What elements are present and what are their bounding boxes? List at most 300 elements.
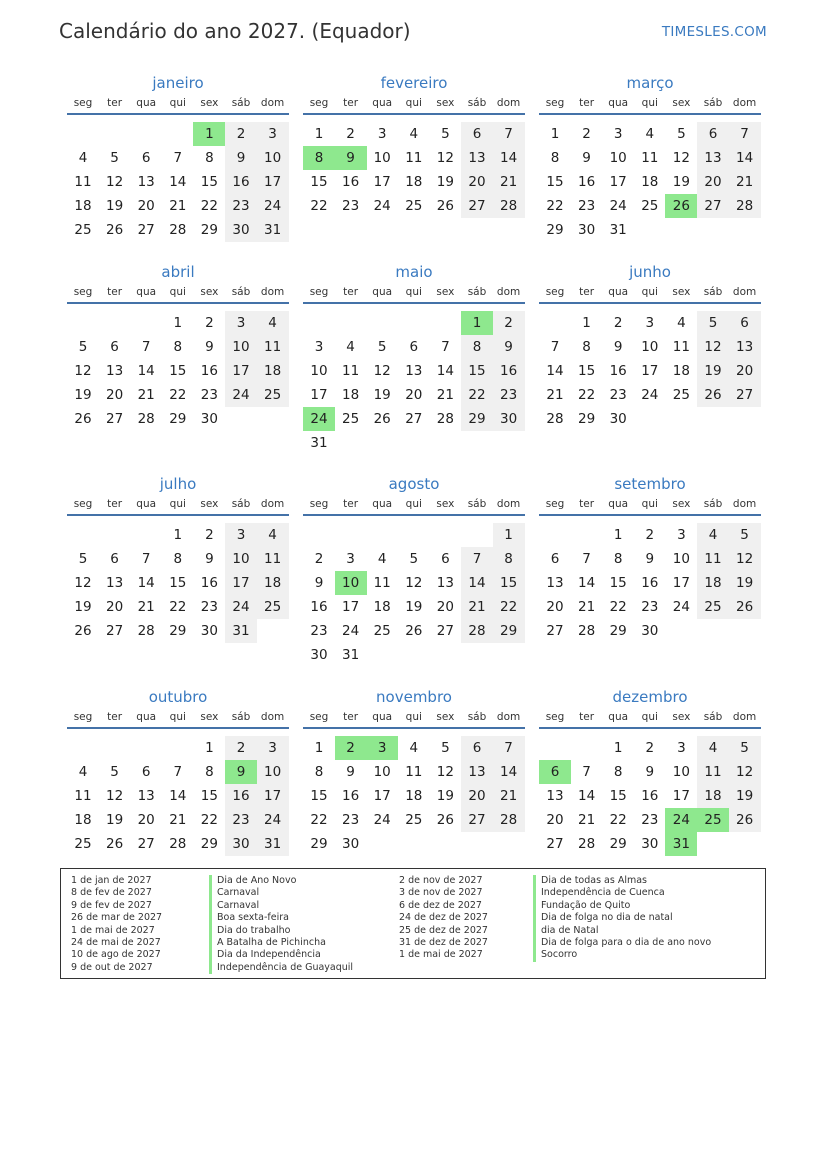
day-cell: 3 bbox=[314, 339, 324, 355]
day-cell: 13 bbox=[137, 174, 155, 190]
day-cell: 30 bbox=[200, 411, 218, 427]
legend-date: 1 de mai de 2027 bbox=[399, 949, 483, 961]
day-cell: 18 bbox=[697, 571, 729, 595]
day-cell: 6 bbox=[441, 551, 450, 567]
day-cell: 10 bbox=[310, 363, 328, 379]
day-cell: 7 bbox=[173, 764, 183, 780]
day-cell: 15 bbox=[200, 174, 218, 190]
weekday-header: sex bbox=[436, 286, 455, 298]
weekday-header: sáb bbox=[231, 286, 251, 298]
day-cell: 26 bbox=[106, 222, 124, 238]
day-cell: 16 bbox=[641, 575, 659, 591]
day-cell: 6 bbox=[409, 339, 419, 355]
day-cell: 19 bbox=[436, 174, 454, 190]
month-name: setembro bbox=[614, 475, 686, 493]
day-cell: 6 bbox=[110, 339, 119, 355]
day-cell: 25 bbox=[257, 383, 289, 407]
day-cell: 8 bbox=[173, 551, 183, 567]
day-cell: 9 bbox=[314, 575, 324, 591]
day-cell: 7 bbox=[173, 150, 183, 166]
day-cell: 6 bbox=[141, 764, 151, 780]
day-cell: 26 bbox=[697, 383, 729, 407]
day-cell: 16 bbox=[342, 174, 360, 190]
day-cell: 28 bbox=[461, 619, 493, 643]
day-cell: 17 bbox=[672, 575, 690, 591]
weekday-header: sáb bbox=[467, 97, 487, 109]
day-cell: 3 bbox=[613, 126, 623, 142]
day-cell: 20 bbox=[546, 812, 564, 828]
month-name: junho bbox=[629, 263, 671, 281]
weekday-header: qua bbox=[608, 711, 629, 723]
day-cell: 25 bbox=[697, 595, 729, 619]
day-cell: 26 bbox=[405, 623, 423, 639]
weekday-header: sex bbox=[200, 286, 219, 298]
weekday-header: ter bbox=[107, 286, 123, 298]
day-cell: 15 bbox=[310, 174, 328, 190]
weekday-header: qua bbox=[136, 711, 157, 723]
day-cell: 2 bbox=[645, 740, 655, 756]
weekday-header: ter bbox=[107, 711, 123, 723]
weekday-header: seg bbox=[309, 286, 329, 298]
day-cell: 9 bbox=[613, 339, 623, 355]
weekday-header: sex bbox=[672, 711, 691, 723]
day-cell: 8 bbox=[613, 764, 623, 780]
day-cell: 17 bbox=[672, 788, 690, 804]
weekday-header: dom bbox=[732, 97, 757, 109]
day-cell: 14 bbox=[493, 146, 525, 170]
month-name: março bbox=[626, 74, 674, 92]
day-cell: 8 bbox=[314, 764, 324, 780]
weekday-header: seg bbox=[73, 498, 93, 510]
day-cell: 7 bbox=[582, 764, 591, 780]
weekday-header: sáb bbox=[467, 498, 487, 510]
day-cell: 9 bbox=[205, 551, 214, 567]
day-cell: 23 bbox=[342, 812, 360, 828]
day-cell: 13 bbox=[405, 363, 423, 379]
day-cell: 11 bbox=[74, 788, 92, 804]
weekday-header: qua bbox=[372, 286, 393, 298]
day-cell: 15 bbox=[609, 575, 627, 591]
day-cell: 11 bbox=[672, 339, 690, 355]
day-cell: 27 bbox=[461, 808, 493, 832]
brand-link[interactable]: TIMESLES.COM bbox=[661, 24, 767, 40]
day-cell: 20 bbox=[697, 170, 729, 194]
day-cell: 18 bbox=[405, 788, 423, 804]
weekday-header: dom bbox=[732, 711, 757, 723]
day-cell: 10 bbox=[641, 339, 659, 355]
day-cell: 14 bbox=[137, 575, 155, 591]
day-cell: 23 bbox=[609, 387, 627, 403]
day-cell: 23 bbox=[641, 599, 659, 615]
day-cell: 10 bbox=[373, 150, 391, 166]
month-name: novembro bbox=[376, 688, 452, 706]
weekday-header: sáb bbox=[703, 97, 723, 109]
day-cell: 12 bbox=[729, 547, 761, 571]
weekday-header: ter bbox=[107, 498, 123, 510]
day-cell: 30 bbox=[310, 647, 328, 663]
day-cell: 17 bbox=[225, 359, 257, 383]
day-cell: 20 bbox=[137, 198, 155, 214]
day-cell: 1 bbox=[493, 523, 525, 547]
day-cell: 22 bbox=[310, 198, 328, 214]
day-cell: 5 bbox=[409, 551, 419, 567]
day-cell: 4 bbox=[346, 339, 355, 355]
day-cell: 19 bbox=[74, 387, 92, 403]
day-cell: 21 bbox=[436, 387, 454, 403]
header-rule bbox=[303, 113, 525, 115]
day-cell: 24 bbox=[257, 194, 289, 218]
weekday-header: qui bbox=[169, 97, 186, 109]
weekday-header: sex bbox=[436, 711, 455, 723]
weekday-header: ter bbox=[343, 97, 359, 109]
day-cell: 8 bbox=[205, 150, 214, 166]
day-cell: 28 bbox=[493, 194, 525, 218]
day-cell: 30 bbox=[342, 836, 360, 852]
day-cell: 19 bbox=[106, 812, 124, 828]
holiday-day-cell: 10 bbox=[335, 571, 367, 595]
day-cell: 20 bbox=[405, 387, 423, 403]
day-cell: 8 bbox=[493, 547, 525, 571]
weekday-header: ter bbox=[579, 711, 595, 723]
holiday-legend bbox=[60, 868, 766, 979]
day-cell: 21 bbox=[729, 170, 761, 194]
day-cell: 3 bbox=[377, 126, 387, 142]
day-cell: 5 bbox=[110, 150, 119, 166]
month-name: agosto bbox=[388, 475, 440, 493]
day-cell: 8 bbox=[550, 150, 560, 166]
weekday-header: dom bbox=[732, 498, 757, 510]
day-cell: 14 bbox=[461, 571, 493, 595]
day-cell: 12 bbox=[106, 788, 124, 804]
weekday-header: ter bbox=[579, 97, 595, 109]
day-cell: 24 bbox=[609, 198, 627, 214]
day-cell: 27 bbox=[546, 623, 564, 639]
weekday-header: seg bbox=[73, 97, 93, 109]
day-cell: 27 bbox=[137, 222, 155, 238]
day-cell: 10 bbox=[609, 150, 627, 166]
day-cell: 19 bbox=[729, 784, 761, 808]
weekday-header: sex bbox=[672, 97, 691, 109]
day-cell: 25 bbox=[373, 623, 391, 639]
day-cell: 4 bbox=[377, 551, 387, 567]
day-cell: 28 bbox=[578, 836, 596, 852]
day-cell: 31 bbox=[342, 647, 360, 663]
day-cell: 23 bbox=[578, 198, 596, 214]
legend-holiday-name: Boa sexta-feira bbox=[209, 912, 353, 924]
day-cell: 28 bbox=[137, 411, 155, 427]
weekday-header: qui bbox=[641, 286, 658, 298]
legend-date: 1 de mai de 2027 bbox=[71, 924, 155, 936]
legend-holiday-name: Carnaval bbox=[209, 900, 353, 912]
day-cell: 31 bbox=[257, 218, 289, 242]
page-title: Calendário do ano 2027. (Equador) bbox=[59, 19, 411, 43]
day-cell: 14 bbox=[137, 363, 155, 379]
day-cell: 25 bbox=[405, 198, 423, 214]
day-cell: 4 bbox=[697, 736, 729, 760]
day-cell: 20 bbox=[461, 784, 493, 808]
day-cell: 31 bbox=[310, 435, 328, 451]
day-cell: 4 bbox=[257, 523, 289, 547]
day-cell: 3 bbox=[257, 736, 289, 760]
day-cell: 1 bbox=[613, 740, 623, 756]
day-cell: 19 bbox=[373, 387, 391, 403]
day-cell: 15 bbox=[200, 788, 218, 804]
day-cell: 25 bbox=[641, 198, 659, 214]
legend-holiday-name: Dia da Independência bbox=[209, 949, 353, 961]
legend-holiday-name: Socorro bbox=[533, 949, 711, 961]
day-cell: 25 bbox=[74, 222, 92, 238]
weekday-header: sex bbox=[436, 498, 455, 510]
day-cell: 5 bbox=[441, 740, 450, 756]
legend-holiday-name: Dia de Ano Novo bbox=[209, 875, 353, 887]
day-cell: 9 bbox=[645, 764, 655, 780]
legend-holiday-name: Dia de todas as Almas bbox=[533, 875, 711, 887]
day-cell: 2 bbox=[613, 315, 623, 331]
day-cell: 1 bbox=[314, 740, 324, 756]
day-cell: 18 bbox=[342, 387, 360, 403]
day-cell: 24 bbox=[672, 599, 690, 615]
weekday-header: ter bbox=[343, 711, 359, 723]
legend-date: 2 de nov de 2027 bbox=[399, 875, 483, 886]
day-cell: 10 bbox=[225, 335, 257, 359]
holiday-day-cell: 25 bbox=[697, 808, 729, 832]
weekday-header: qui bbox=[405, 711, 422, 723]
weekday-header: seg bbox=[545, 97, 565, 109]
day-cell: 17 bbox=[373, 788, 391, 804]
day-cell: 18 bbox=[373, 599, 391, 615]
weekday-header: ter bbox=[579, 286, 595, 298]
day-cell: 2 bbox=[314, 551, 324, 567]
weekday-header: dom bbox=[496, 498, 521, 510]
day-cell: 14 bbox=[729, 146, 761, 170]
day-cell: 19 bbox=[729, 571, 761, 595]
legend-date: 8 de fev de 2027 bbox=[71, 887, 152, 899]
day-cell: 28 bbox=[137, 623, 155, 639]
legend-holiday-name: dia de Natal bbox=[533, 925, 711, 937]
day-cell: 28 bbox=[546, 411, 564, 427]
holiday-day-cell: 8 bbox=[303, 146, 335, 170]
day-cell: 23 bbox=[493, 383, 525, 407]
day-cell: 7 bbox=[141, 551, 151, 567]
weekday-header: sáb bbox=[231, 711, 251, 723]
day-cell: 20 bbox=[461, 170, 493, 194]
day-cell: 5 bbox=[377, 339, 387, 355]
day-cell: 22 bbox=[461, 383, 493, 407]
day-cell: 23 bbox=[225, 194, 257, 218]
day-cell: 12 bbox=[405, 575, 423, 591]
day-cell: 24 bbox=[225, 383, 257, 407]
day-cell: 27 bbox=[546, 836, 564, 852]
month-name: maio bbox=[395, 263, 433, 281]
weekday-header: seg bbox=[309, 498, 329, 510]
day-cell: 27 bbox=[405, 411, 423, 427]
legend-holiday-name: Independência de Cuenca bbox=[533, 887, 711, 899]
day-cell: 14 bbox=[436, 363, 454, 379]
month-name: outubro bbox=[148, 688, 208, 706]
day-cell: 11 bbox=[697, 760, 729, 784]
day-cell: 16 bbox=[641, 788, 659, 804]
header-rule bbox=[67, 514, 289, 516]
holiday-day-cell: 1 bbox=[461, 311, 493, 335]
weekday-header: dom bbox=[260, 286, 285, 298]
day-cell: 17 bbox=[310, 387, 328, 403]
header-rule bbox=[539, 113, 761, 115]
day-cell: 5 bbox=[729, 523, 761, 547]
day-cell: 13 bbox=[729, 335, 761, 359]
day-cell: 2 bbox=[205, 315, 214, 331]
weekday-header: sex bbox=[200, 498, 219, 510]
day-cell: 17 bbox=[342, 599, 360, 615]
legend-date: 9 de fev de 2027 bbox=[71, 899, 152, 911]
day-cell: 18 bbox=[697, 784, 729, 808]
weekday-header: sáb bbox=[467, 286, 487, 298]
day-cell: 16 bbox=[200, 363, 218, 379]
day-cell: 6 bbox=[461, 122, 493, 146]
day-cell: 5 bbox=[441, 126, 450, 142]
day-cell: 14 bbox=[493, 760, 525, 784]
day-cell: 15 bbox=[546, 174, 564, 190]
weekday-header: qua bbox=[136, 498, 157, 510]
day-cell: 16 bbox=[342, 788, 360, 804]
day-cell: 16 bbox=[200, 575, 218, 591]
weekday-header: sex bbox=[672, 286, 691, 298]
holiday-day-cell: 2 bbox=[335, 736, 367, 760]
day-cell: 16 bbox=[225, 784, 257, 808]
weekday-header: sex bbox=[200, 97, 219, 109]
day-cell: 24 bbox=[257, 808, 289, 832]
day-cell: 9 bbox=[645, 551, 655, 567]
day-cell: 25 bbox=[405, 812, 423, 828]
day-cell: 29 bbox=[493, 619, 525, 643]
day-cell: 26 bbox=[106, 836, 124, 852]
day-cell: 6 bbox=[110, 551, 119, 567]
day-cell: 21 bbox=[169, 812, 187, 828]
day-cell: 29 bbox=[609, 836, 627, 852]
day-cell: 29 bbox=[310, 836, 328, 852]
day-cell: 16 bbox=[310, 599, 328, 615]
weekday-header: qua bbox=[136, 286, 157, 298]
day-cell: 17 bbox=[641, 363, 659, 379]
day-cell: 4 bbox=[409, 740, 419, 756]
weekday-header: seg bbox=[309, 97, 329, 109]
day-cell: 26 bbox=[436, 812, 454, 828]
day-cell: 30 bbox=[641, 836, 659, 852]
header-rule bbox=[303, 727, 525, 729]
legend-date: 9 de out de 2027 bbox=[71, 961, 153, 973]
day-cell: 10 bbox=[672, 764, 690, 780]
day-cell: 12 bbox=[436, 764, 454, 780]
day-cell: 4 bbox=[409, 126, 419, 142]
day-cell: 28 bbox=[436, 411, 454, 427]
day-cell: 2 bbox=[225, 122, 257, 146]
day-cell: 2 bbox=[205, 527, 214, 543]
legend-date: 31 de dez de 2027 bbox=[399, 937, 488, 949]
day-cell: 4 bbox=[78, 150, 88, 166]
day-cell: 30 bbox=[578, 222, 596, 238]
day-cell: 13 bbox=[436, 575, 454, 591]
weekday-header: seg bbox=[73, 286, 93, 298]
day-cell: 22 bbox=[169, 387, 187, 403]
day-cell: 8 bbox=[205, 764, 214, 780]
day-cell: 29 bbox=[169, 623, 187, 639]
day-cell: 26 bbox=[373, 411, 391, 427]
day-cell: 7 bbox=[493, 122, 525, 146]
holiday-day-cell: 6 bbox=[539, 760, 571, 784]
day-cell: 27 bbox=[106, 623, 124, 639]
day-cell: 30 bbox=[493, 407, 525, 431]
weekday-header: qui bbox=[405, 498, 422, 510]
day-cell: 28 bbox=[169, 222, 187, 238]
day-cell: 9 bbox=[346, 764, 355, 780]
day-cell: 19 bbox=[697, 359, 729, 383]
legend-date: 24 de dez de 2027 bbox=[399, 912, 488, 924]
legend-holiday-name: Independência de Guayaquil bbox=[209, 962, 353, 974]
weekday-header: dom bbox=[260, 711, 285, 723]
day-cell: 9 bbox=[582, 150, 591, 166]
day-cell: 4 bbox=[645, 126, 655, 142]
month-name: julho bbox=[159, 475, 197, 493]
weekday-header: sex bbox=[672, 498, 691, 510]
day-cell: 1 bbox=[205, 740, 214, 756]
weekday-header: ter bbox=[579, 498, 595, 510]
day-cell: 6 bbox=[141, 150, 151, 166]
day-cell: 17 bbox=[225, 571, 257, 595]
day-cell: 12 bbox=[373, 363, 391, 379]
day-cell: 24 bbox=[641, 387, 659, 403]
day-cell: 15 bbox=[609, 788, 627, 804]
day-cell: 19 bbox=[74, 599, 92, 615]
day-cell: 21 bbox=[578, 812, 596, 828]
day-cell: 29 bbox=[609, 623, 627, 639]
day-cell: 25 bbox=[342, 411, 360, 427]
day-cell: 14 bbox=[546, 363, 564, 379]
day-cell: 30 bbox=[609, 411, 627, 427]
day-cell: 29 bbox=[578, 411, 596, 427]
day-cell: 21 bbox=[493, 170, 525, 194]
holiday-day-cell: 1 bbox=[193, 122, 225, 146]
day-cell: 13 bbox=[546, 788, 564, 804]
weekday-header: sáb bbox=[703, 711, 723, 723]
weekday-header: sáb bbox=[231, 498, 251, 510]
day-cell: 13 bbox=[106, 575, 124, 591]
day-cell: 6 bbox=[729, 311, 761, 335]
holiday-day-cell: 24 bbox=[303, 407, 335, 431]
day-cell: 29 bbox=[461, 407, 493, 431]
day-cell: 26 bbox=[436, 198, 454, 214]
day-cell: 18 bbox=[74, 198, 92, 214]
day-cell: 27 bbox=[436, 623, 454, 639]
header-rule bbox=[67, 113, 289, 115]
day-cell: 25 bbox=[74, 836, 92, 852]
day-cell: 11 bbox=[257, 335, 289, 359]
day-cell: 15 bbox=[310, 788, 328, 804]
month-name: janeiro bbox=[152, 74, 204, 92]
day-cell: 2 bbox=[346, 126, 355, 142]
day-cell: 22 bbox=[200, 198, 218, 214]
day-cell: 10 bbox=[257, 146, 289, 170]
legend-names-right bbox=[533, 875, 711, 962]
weekday-header: qui bbox=[405, 97, 422, 109]
day-cell: 2 bbox=[225, 736, 257, 760]
day-cell: 28 bbox=[169, 836, 187, 852]
day-cell: 27 bbox=[137, 836, 155, 852]
weekday-header: qua bbox=[136, 97, 157, 109]
day-cell: 13 bbox=[106, 363, 124, 379]
legend-holiday-name: Dia do trabalho bbox=[209, 925, 353, 937]
day-cell: 19 bbox=[436, 788, 454, 804]
weekday-header: qua bbox=[372, 711, 393, 723]
day-cell: 27 bbox=[461, 194, 493, 218]
